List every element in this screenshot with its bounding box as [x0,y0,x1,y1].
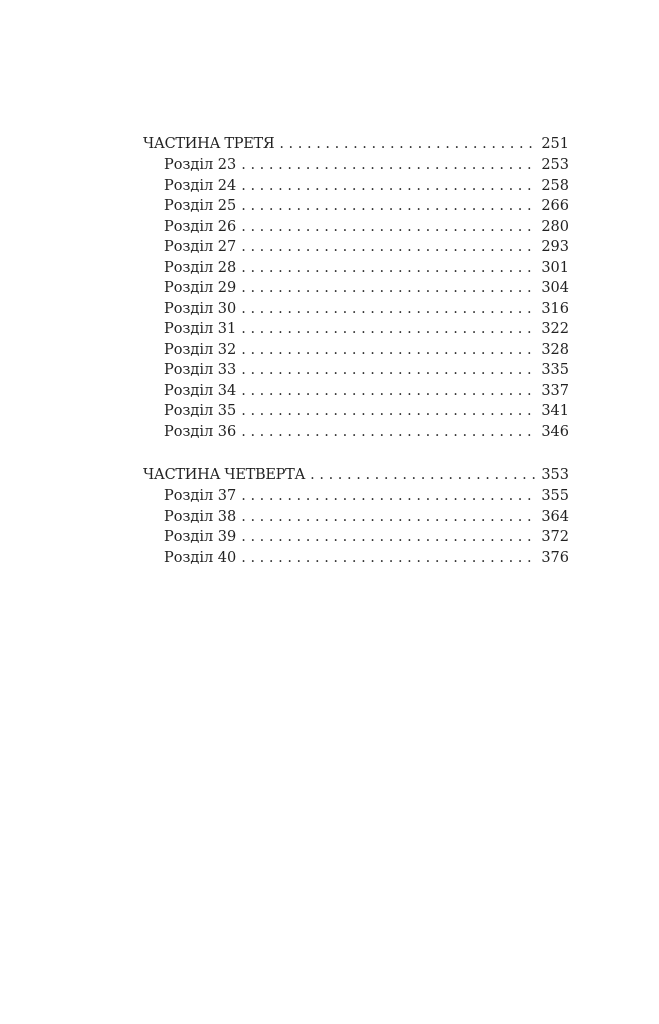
part-title: ЧАСТИНА ТРЕТЯ [143,136,275,152]
toc-chapter-entry[interactable] [143,507,569,528]
dot-leader [241,422,535,443]
page-number: 328 [541,341,569,358]
toc-chapter-entry[interactable] [143,176,569,197]
chapter-title: Розділ 25 [164,198,237,214]
toc-chapter-entry[interactable] [143,340,569,361]
dot-leader [241,548,535,569]
page-number: 258 [541,177,569,194]
chapter-title: Розділ 30 [164,300,237,317]
page-number: 253 [541,157,569,173]
dot-leader [241,486,535,507]
chapter-title: Розділ 33 [164,362,237,378]
dot-leader [241,299,535,320]
dot-leader [241,237,535,258]
page-number: 301 [541,259,569,276]
toc-chapter-entry[interactable] [143,381,569,402]
chapter-title: Розділ 23 [164,157,237,173]
chapter-title: Розділ 37 [164,488,237,504]
page-number: 251 [541,136,569,152]
dot-leader [241,217,535,238]
toc-chapter-entry[interactable] [143,422,569,443]
toc-part-four [143,464,569,568]
toc-chapter-entry[interactable] [143,258,569,279]
toc-chapter-entry[interactable] [143,278,569,299]
page-number: 353 [541,467,569,483]
page-number: 280 [541,218,569,235]
toc-chapter-entry[interactable] [143,196,569,217]
dot-leader [241,401,535,422]
page-number: 335 [541,362,569,378]
chapter-title: Розділ 38 [164,508,237,525]
toc-chapter-entry[interactable] [143,360,569,381]
page-number: 322 [541,321,569,337]
chapter-title: Розділ 31 [164,321,237,337]
toc-chapter-entry[interactable] [143,319,569,340]
dot-leader [241,155,535,176]
dot-leader [241,319,535,340]
toc-chapter-entry[interactable] [143,401,569,422]
page-number: 372 [541,529,569,545]
page-number: 316 [541,300,569,317]
chapter-title: Розділ 26 [164,218,237,235]
toc-chapter-entry[interactable] [143,155,569,176]
toc-chapter-entry[interactable] [143,486,569,507]
toc-part-heading[interactable] [143,133,569,155]
page-number: 341 [541,403,569,419]
chapter-title: Розділ 32 [164,341,237,358]
dot-leader [241,527,535,548]
toc-part-heading[interactable] [143,464,569,486]
dot-leader [241,507,535,528]
toc-chapter-entry[interactable] [143,548,569,569]
dot-leader [241,360,535,381]
page-number: 304 [541,280,569,296]
part-title: ЧАСТИНА ЧЕТВЕРТА [143,467,306,483]
dot-leader [241,176,535,197]
chapter-title: Розділ 40 [164,549,237,566]
page-number: 346 [541,423,569,440]
dot-leader [241,196,535,217]
dot-leader [241,340,535,361]
dot-leader [241,278,535,299]
toc-chapter-entry[interactable] [143,237,569,258]
page-number: 266 [541,198,569,214]
chapter-title: Розділ 36 [164,423,237,440]
chapter-title: Розділ 27 [164,239,237,255]
page-number: 355 [541,488,569,504]
page-number: 364 [541,508,569,525]
chapter-title: Розділ 28 [164,259,237,276]
page-number: 337 [541,382,569,399]
toc-chapter-entry[interactable] [143,217,569,238]
chapter-title: Розділ 35 [164,403,237,419]
page-number: 376 [541,549,569,566]
dot-leader [241,381,535,402]
toc-chapter-entry[interactable] [143,527,569,548]
page-number: 293 [541,239,569,255]
chapter-title: Розділ 34 [164,382,237,399]
toc-chapter-entry[interactable] [143,299,569,320]
dot-leader [241,258,535,279]
chapter-title: Розділ 29 [164,280,237,296]
dot-leader [310,464,535,486]
table-of-contents [143,133,569,590]
dot-leader [279,133,535,155]
chapter-title: Розділ 24 [164,177,237,194]
toc-part-three [143,133,569,442]
chapter-title: Розділ 39 [164,529,237,545]
